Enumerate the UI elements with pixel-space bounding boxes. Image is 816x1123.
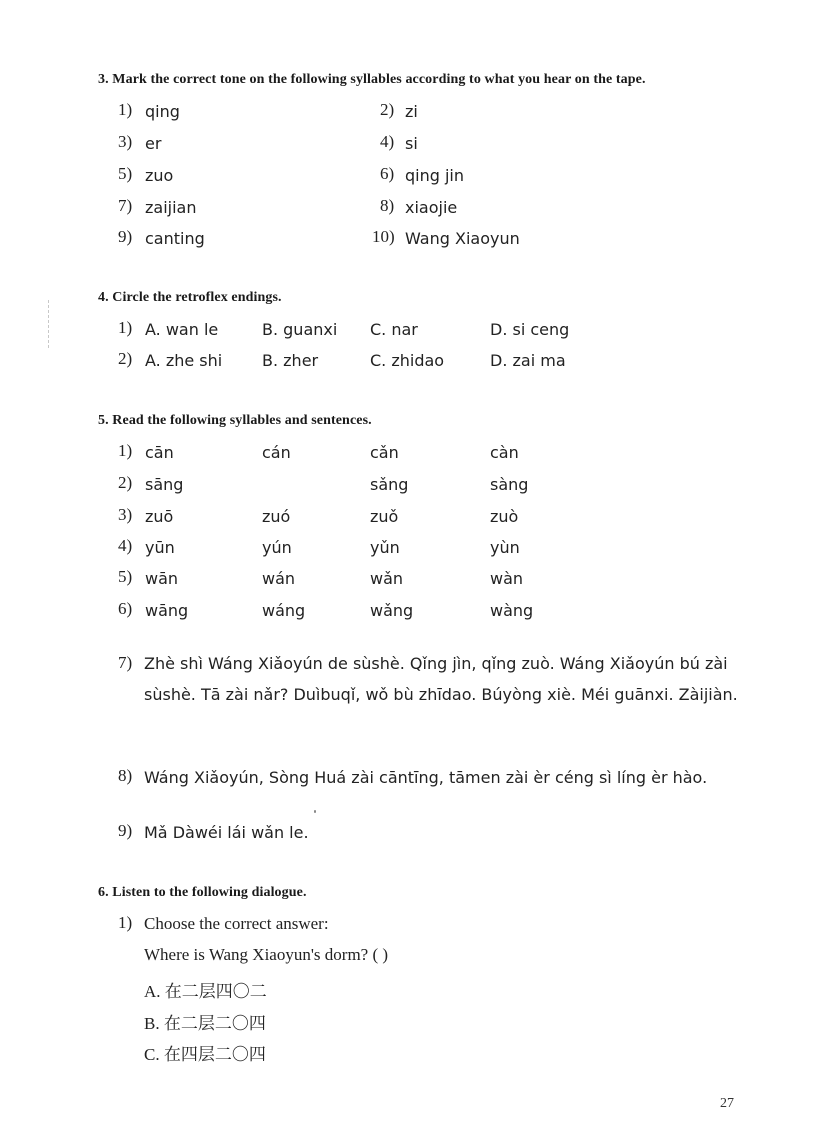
list-item-number: 10) — [372, 227, 395, 246]
syllable: zuó — [262, 507, 291, 526]
sentence-paragraph: Zhè shì Wáng Xiǎoyún de sùshè. Qǐng jìn, qǐng zuò. Wáng Xiǎoyún bú zài sùshè. Tā zài nǎr? Duìbuqǐ, wǒ bù zhīdao. Búyòng xiè. Méi guānxi. Zàijiàn. — [144, 654, 738, 704]
option-c: C. nar — [370, 320, 418, 339]
option-text: 在四层二〇四 — [163, 1045, 266, 1065]
option-label: A. — [144, 982, 161, 1001]
list-item-number: 2) — [118, 349, 133, 368]
list-item-number: 1) — [118, 318, 133, 337]
option-label: C. — [144, 1045, 160, 1064]
syllable: wǎn — [370, 569, 404, 588]
syllable: sāng — [145, 475, 184, 494]
option-text: 在二层四〇二 — [164, 982, 267, 1002]
list-item-number: 2) — [380, 100, 395, 119]
answer-option-a — [144, 977, 267, 1002]
answer-option-b — [144, 1009, 266, 1034]
list-item: qing — [145, 102, 180, 121]
list-item-number: 1) — [118, 441, 133, 460]
list-item: canting — [145, 229, 205, 248]
section-4-title: 4. Circle the retroflex endings. — [98, 290, 282, 305]
list-item: er — [145, 134, 162, 153]
answer-option-c — [144, 1040, 266, 1065]
list-item: zi — [405, 102, 418, 121]
option-b: B. zher — [262, 351, 319, 370]
option-d: D. zai ma — [490, 351, 566, 370]
option-a: A. wan le — [145, 320, 219, 339]
option-b: B. guanxi — [262, 320, 338, 339]
list-item: qing jin — [405, 166, 465, 185]
option-text: 在二层二〇四 — [163, 1014, 266, 1034]
question-text: Where is Wang Xiaoyun's dorm? ( ) — [144, 945, 389, 964]
syllable: yún — [262, 538, 292, 557]
list-item-number: 8) — [118, 766, 133, 785]
section-6-title: 6. Listen to the following dialogue. — [98, 885, 307, 900]
list-item-number: 6) — [380, 164, 395, 183]
list-item: zuo — [145, 166, 174, 185]
list-item-number: 6) — [118, 599, 133, 618]
syllable: wàn — [490, 569, 524, 588]
margin-mark — [48, 300, 50, 348]
syllable: cān — [145, 443, 174, 462]
syllable: zuǒ — [370, 507, 399, 526]
list-item-number: 1) — [118, 913, 133, 932]
list-item-number: 9) — [118, 821, 133, 840]
list-item-number: 7) — [118, 196, 133, 215]
list-item-number: 9) — [118, 227, 133, 246]
syllable: cán — [262, 443, 291, 462]
sentence: Wáng Xiǎoyún, Sòng Huá zài cāntīng, tāmen zài èr céng sì líng èr hào. — [144, 768, 708, 787]
list-item-number: 2) — [118, 473, 133, 492]
list-item-number: 8) — [380, 196, 395, 215]
syllable: cǎn — [370, 443, 399, 462]
list-item-number: 1) — [118, 100, 133, 119]
option-d: D. si ceng — [490, 320, 570, 339]
list-item-number: 4) — [118, 536, 133, 555]
syllable: yùn — [490, 538, 520, 557]
option-c: C. zhidao — [370, 351, 445, 370]
syllable: wāng — [145, 601, 189, 620]
page-number: 27 — [720, 1096, 734, 1111]
syllable: zuò — [490, 507, 519, 526]
syllable: wàng — [490, 601, 534, 620]
list-item-number: 5) — [118, 567, 133, 586]
sentence: Mǎ Dàwéi lái wǎn le. — [144, 823, 309, 842]
list-item: si — [405, 134, 418, 153]
list-item-number: 4) — [380, 132, 395, 151]
syllable: yǔn — [370, 538, 400, 557]
list-item-number: 7) — [118, 653, 133, 672]
section-5-title: 5. Read the following syllables and sentences. — [98, 413, 372, 428]
section-3-title: 3. Mark the correct tone on the following syllables according to what you hear on the tape. — [98, 72, 646, 87]
list-item-number: 3) — [118, 505, 133, 524]
syllable: zuō — [145, 507, 174, 526]
option-label: B. — [144, 1014, 160, 1033]
list-item-number: 3) — [118, 132, 133, 151]
syllable: càn — [490, 443, 519, 462]
syllable: wán — [262, 569, 296, 588]
syllable: yūn — [145, 538, 175, 557]
syllable: wáng — [262, 601, 306, 620]
instruction-text: Choose the correct answer: — [144, 914, 329, 933]
print-speck — [314, 810, 316, 813]
syllable: wān — [145, 569, 179, 588]
option-a: A. zhe shi — [145, 351, 223, 370]
syllable: sàng — [490, 475, 529, 494]
list-item-number: 5) — [118, 164, 133, 183]
syllable: sǎng — [370, 475, 409, 494]
list-item: xiaojie — [405, 198, 458, 217]
list-item: Wang Xiaoyun — [405, 229, 520, 248]
syllable: wǎng — [370, 601, 414, 620]
list-item: zaijian — [145, 198, 197, 217]
